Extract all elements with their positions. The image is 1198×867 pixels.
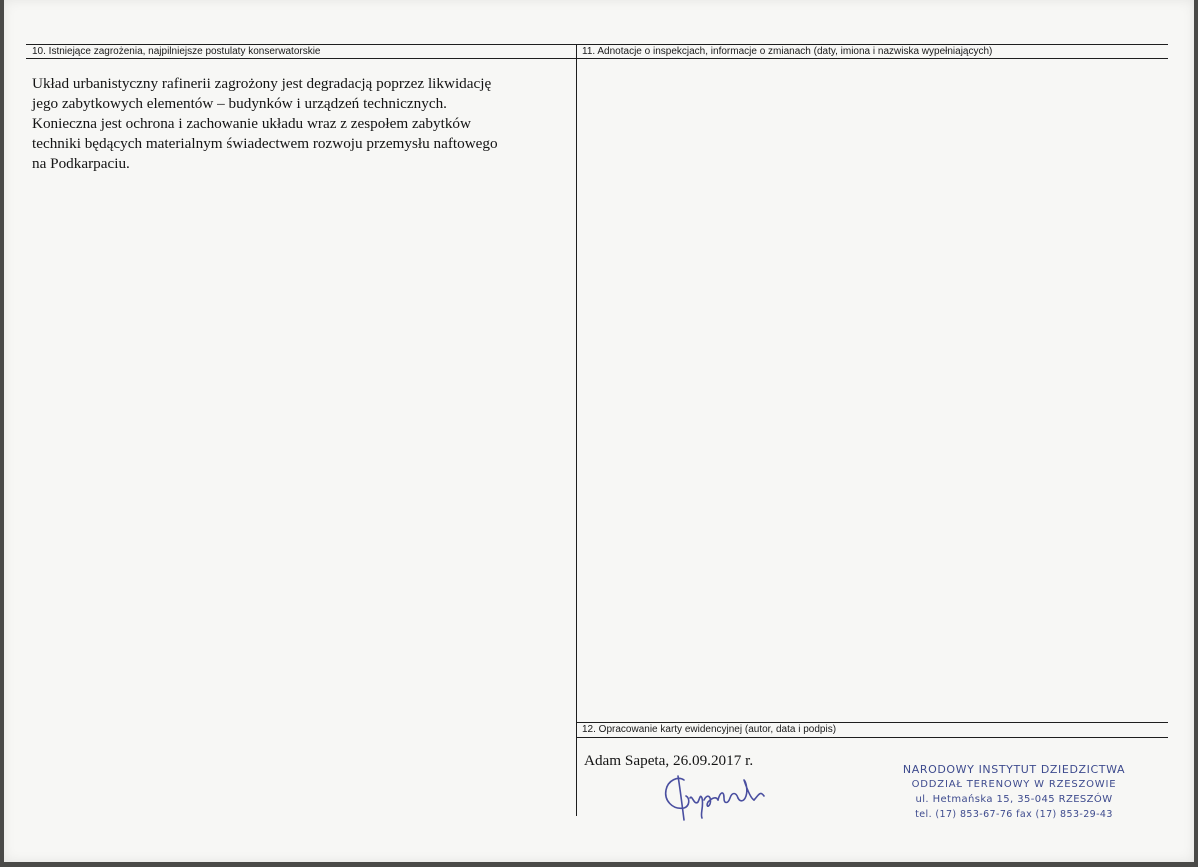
institution-stamp [884, 762, 1144, 822]
text-line: Konieczna jest ochrona i zachowanie układu wraz z zespołem zabytków [32, 115, 471, 132]
section12-header-rule [576, 737, 1168, 738]
stamp-line: NARODOWY INSTYTUT DZIEDZICTWA [902, 763, 1126, 776]
text-line: techniki będących materialnym świadectwem rozwoju przemysłu naftowego [32, 135, 498, 152]
document-sheet [4, 0, 1194, 862]
section10-label: 10. Istniejące zagrożenia, najpilniejsze postulaty konserwatorskie [32, 46, 321, 57]
section10-text [32, 74, 498, 174]
text-line: na Podkarpaciu. [32, 155, 130, 172]
stamp-line: ul. Hetmańska 15, 35-045 RZESZÓW [915, 794, 1113, 805]
signature-image [654, 768, 779, 824]
top-rule [26, 44, 1168, 45]
text-line: jego zabytkowych elementów – budynków i urządzeń technicznych. [32, 95, 447, 112]
section12-top-rule [576, 722, 1168, 723]
column-divider [576, 44, 577, 816]
section11-label: 11. Adnotacje o inspekcjach, informacje o zmianach (daty, imiona i nazwiska wypełniających) [582, 46, 993, 57]
text-line: Układ urbanistyczny rafinerii zagrożony jest degradacją poprzez likwidację [32, 75, 492, 92]
stamp-line: ODDZIAŁ TERENOWY W RZESZOWIE [911, 779, 1117, 790]
author-line: Adam Sapeta, 26.09.2017 r. [584, 752, 754, 769]
header-rule [26, 58, 1168, 59]
stamp-line: tel. (17) 853-67-76 fax (17) 853-29-43 [915, 809, 1113, 820]
section12-label: 12. Opracowanie karty ewidencyjnej (autor, data i podpis) [582, 724, 837, 735]
